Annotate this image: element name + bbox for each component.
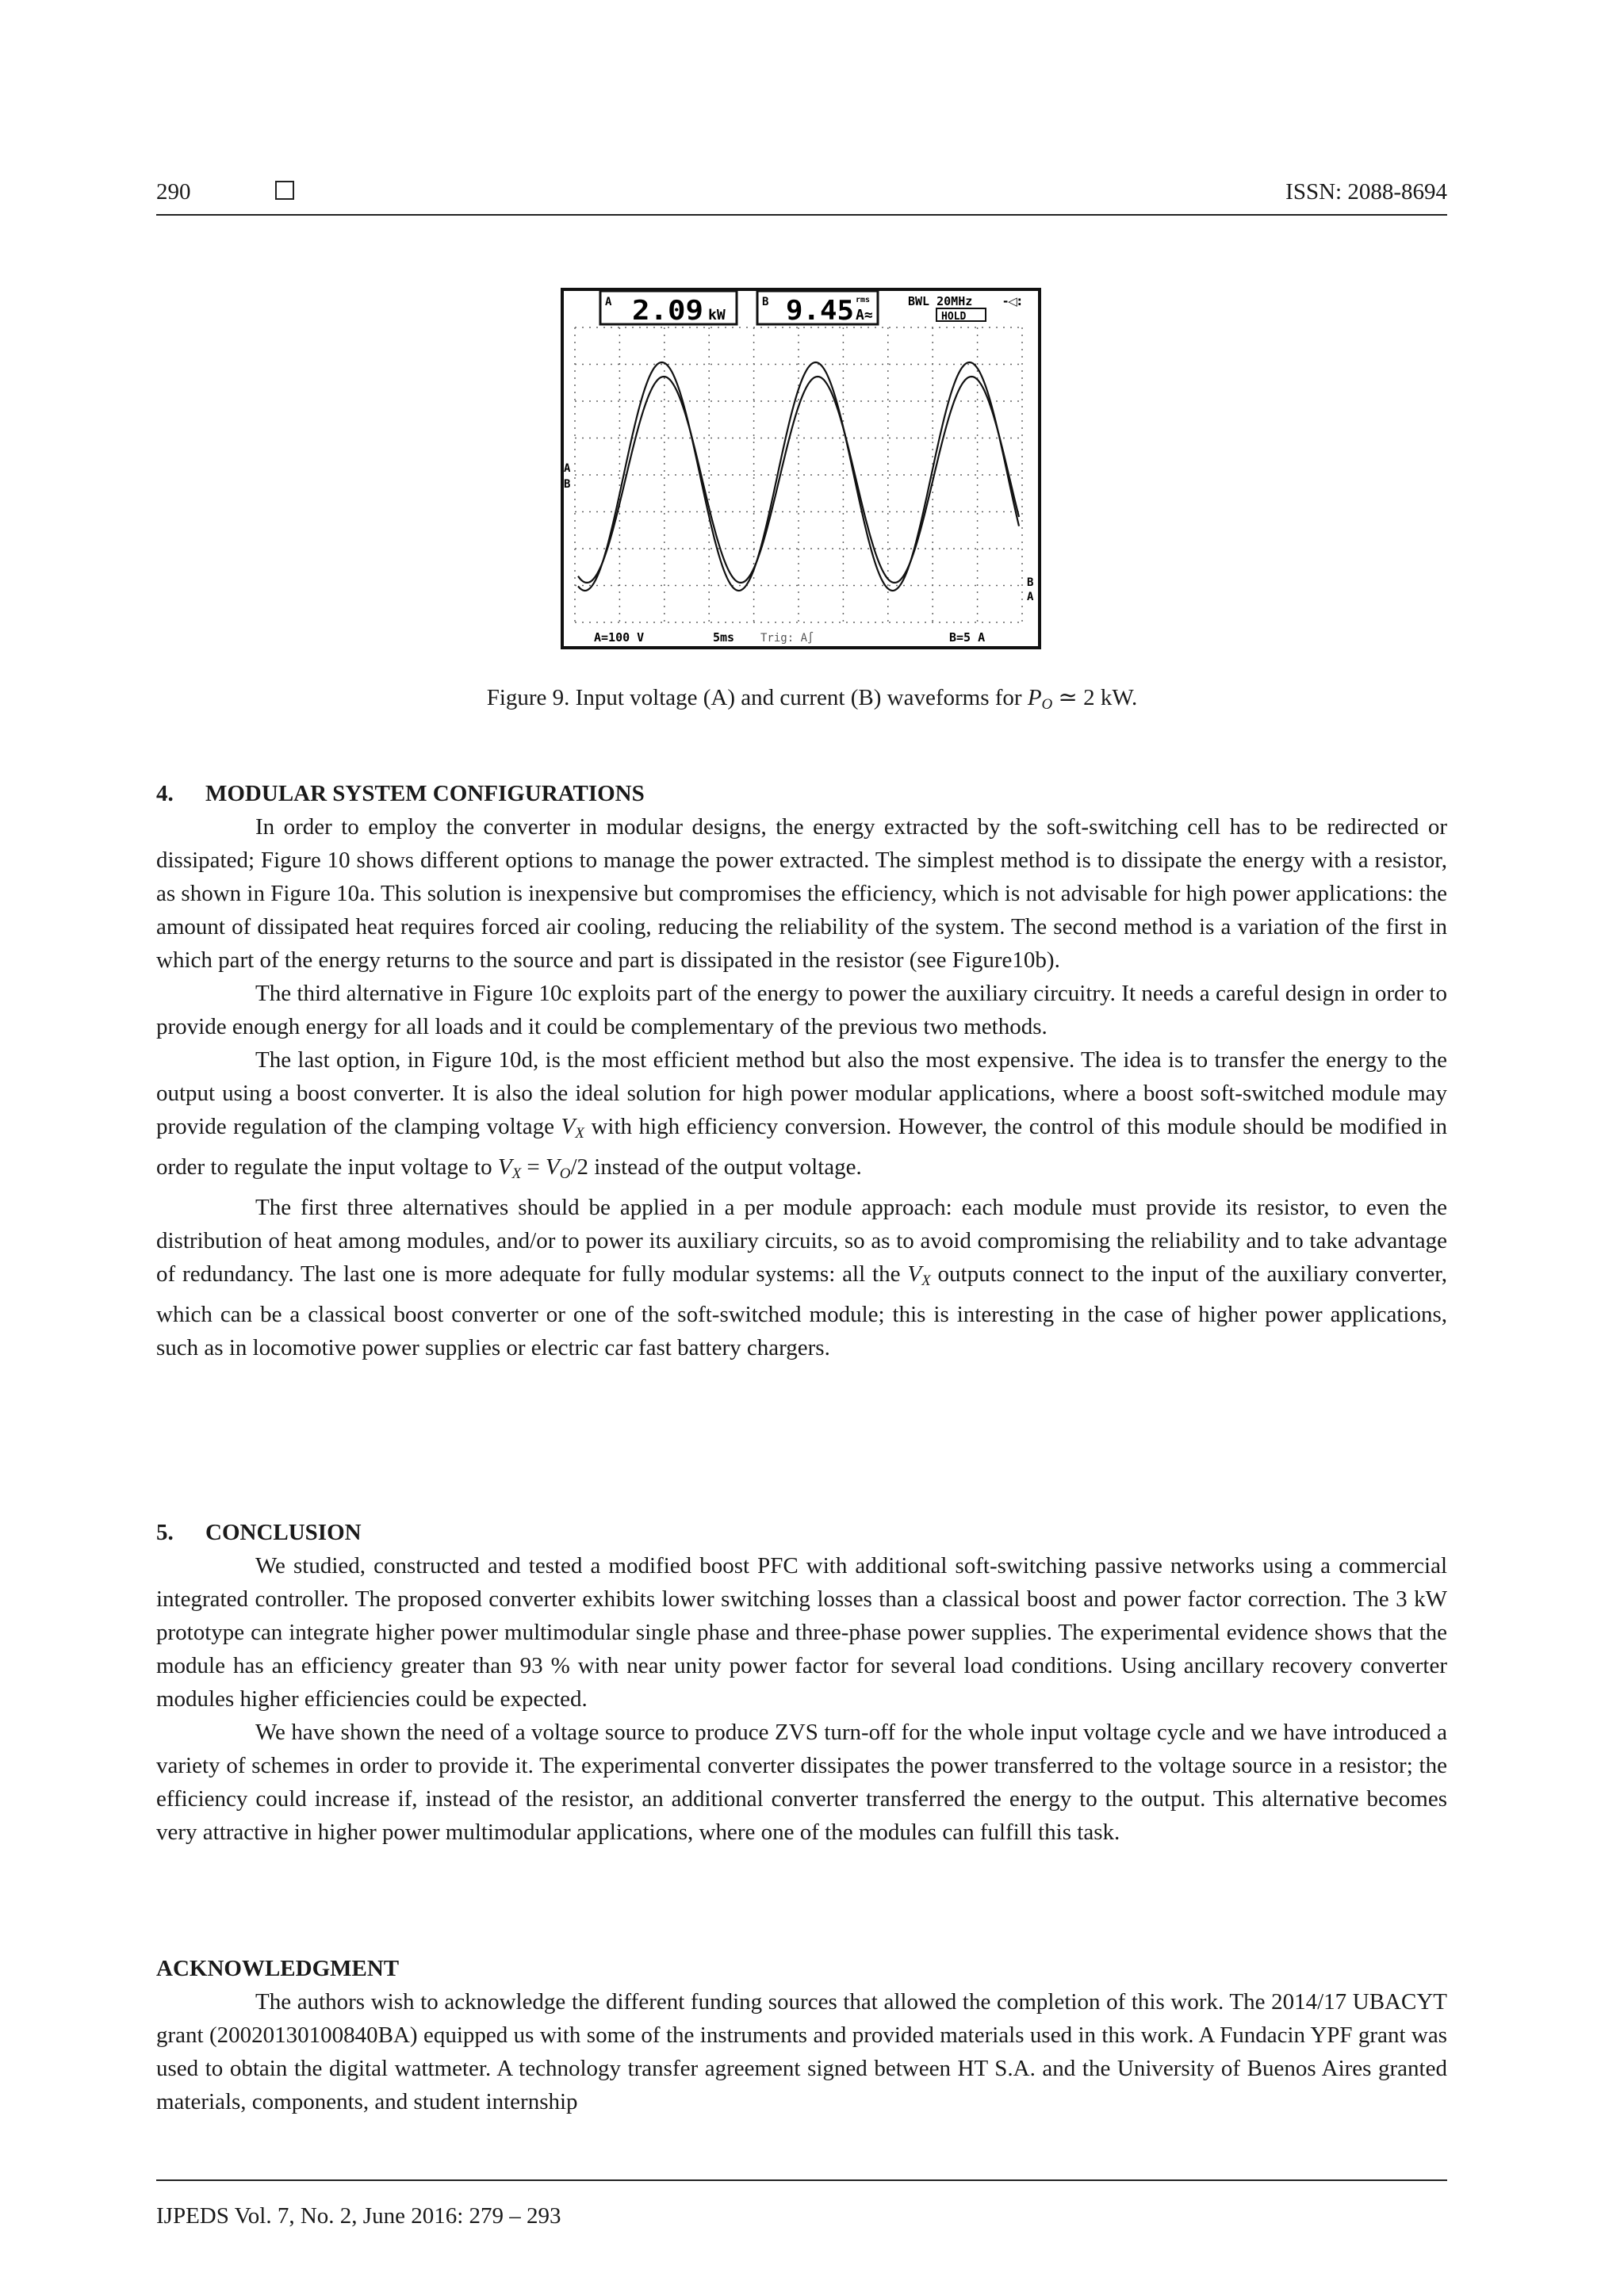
paragraph-text: The first three alternatives should be applied in a per module approach: each module must provide its resistor, to even the distribution of heat among modules, and/or to power its auxiliary circuits, so as to avoid compromising the reliability and to take advantage of redundancy. The last one is more adequate for fully modular systems: all the bbox=[156, 1195, 1447, 1287]
footer-trigger: Trig: A∫ bbox=[760, 632, 814, 645]
section-title: MODULAR SYSTEM CONFIGURATIONS bbox=[205, 781, 645, 806]
math-v: V bbox=[561, 1114, 576, 1139]
ch-b-unit: A≈ bbox=[856, 307, 873, 323]
paragraph: The third alternative in Figure 10c exploits part of the energy to power the auxiliary circuitry. It needs a careful design in order to provide enough energy for all loads and it could be complementary of the previous two methods. bbox=[156, 981, 1447, 1039]
section-title: CONCLUSION bbox=[205, 1520, 362, 1545]
section-number: 5. bbox=[156, 1520, 174, 1545]
paragraph-text: The last option, in Figure 10d, is the most efficient method but also the most expensive. The idea is to transfer the energy to the output using a boost converter. It is also the ideal solution for high power modular applications, where a boost soft-switched module may provide regulation of the clamping voltage bbox=[156, 1047, 1447, 1139]
caption-prefix: Figure 9. Input voltage (A) and current (B) waveforms for bbox=[486, 685, 1028, 710]
square-icon bbox=[275, 181, 294, 200]
footer-a-scale: A=100 V bbox=[594, 630, 645, 645]
section-title: ACKNOWLEDGMENT bbox=[156, 1956, 400, 1981]
ch-a-unit: kW bbox=[708, 307, 726, 323]
efficiency-value: 93 % bbox=[519, 1653, 570, 1678]
paragraph bbox=[156, 1549, 1447, 1716]
section-acknowledgment bbox=[156, 1952, 1447, 2118]
caption-math-sub: O bbox=[1041, 696, 1053, 713]
left-marker-a: A bbox=[564, 462, 571, 475]
ch-b-rms: rms bbox=[856, 296, 871, 304]
screen-border bbox=[562, 289, 1040, 648]
caption-math bbox=[1027, 685, 1053, 713]
math-v: V bbox=[907, 1261, 922, 1287]
page-header bbox=[156, 176, 1447, 216]
page-number: 290 bbox=[156, 179, 191, 205]
paragraph-text: with high efficiency conversion. However, the control of this module should be modified in order to regulate the input voltage to bbox=[156, 1114, 1448, 1180]
ch-a-value: 2.09 bbox=[632, 295, 703, 327]
footer-timebase: 5ms bbox=[713, 630, 735, 645]
paragraph: In order to employ the converter in modular designs, the energy extracted by the soft-switching cell has to be redirected or dissipated; Figure 10 shows different options to manage the power extracted. The simplest method is to dissipate the energy with a resistor, as shown in Figure 10a. This solution is inexpensive but compromises the efficiency, which is not advisable for high power applications: the amount of dissipated heat requires forced air cooling, reducing the reliability of the system. The second method is a variation of the first in which part of the energy returns to the source and part is dissipated in the resistor (see Figure10b). bbox=[156, 814, 1448, 973]
page-footer bbox=[156, 2179, 1447, 2229]
paragraph-text: outputs connect to the input of the auxiliary converter, which can be a classical boost converter or one of the soft-switched module; this is interesting in the case of higher power applications, such as in locomotive power supplies or electric car fast battery chargers. bbox=[156, 1261, 1447, 1360]
ch-b-value: 9.45 bbox=[786, 295, 854, 327]
math-tail: /2 bbox=[570, 1154, 589, 1180]
math-v: V bbox=[497, 1154, 512, 1180]
caption-suffix: ≃ 2 kW. bbox=[1052, 685, 1138, 710]
caption-math-p: P bbox=[1027, 685, 1042, 710]
right-marker-a: A bbox=[1027, 591, 1034, 603]
math-sub: X bbox=[511, 1165, 522, 1182]
paragraph-text: instead of the output voltage. bbox=[588, 1154, 862, 1180]
section-heading bbox=[156, 1516, 1447, 1549]
math-sub: X bbox=[575, 1125, 584, 1142]
paragraph: We have shown the need of a voltage source to produce ZVS turn-off for the whole input voltage cycle and we have introduced a variety of schemes in order to provide it. The experimental converter dissipates the power transferred to the voltage source in a resistor; the efficiency could increase if, instead of the resistor, an additional converter transferred the energy to the output. This alternative becomes very attractive in higher power multimodular applications, where one of the modules can fulfill this task. bbox=[156, 1720, 1447, 1845]
bwl-label: BWL 20MHz bbox=[908, 294, 973, 308]
section-conclusion bbox=[156, 1516, 1447, 1849]
section-modular-system bbox=[156, 777, 1447, 1364]
hold-label: HOLD bbox=[941, 311, 967, 323]
paragraph-text: We studied, constructed and tested a modified boost PFC with additional soft-switching passive networks using a commercial integrated controller. The proposed converter exhibits lower switching losses than a classical boost and power factor correction. The 3 kW prototype can integrate higher power multimodular single phase and three-phase power supplies. The experimental evidence shows that the module has an efficiency greater than bbox=[156, 1553, 1447, 1678]
paragraph bbox=[156, 1191, 1447, 1364]
figure-caption bbox=[0, 683, 1624, 714]
math-sub: X bbox=[921, 1272, 931, 1289]
ch-a-label: A bbox=[605, 296, 612, 308]
math-sub: O bbox=[559, 1165, 571, 1182]
ch-b-label: B bbox=[762, 296, 769, 308]
oscilloscope-figure bbox=[561, 288, 1041, 649]
paragraph: The authors wish to acknowledge the different funding sources that allowed the completion of this work. The 2014/17 UBACYT grant (20020130100840BA) equipped us with some of the instruments and provided materials used in this work. A Fundacin YPF grant was used to obtain the digital wattmeter. A technology transfer agreement signed between HT S.A. and the University of Buenos Aires granted materials, components, and student internship bbox=[156, 1989, 1447, 2114]
right-marker-b: B bbox=[1027, 576, 1034, 589]
paragraph-text: with near unity power factor for several load conditions. Using ancillary recovery converter modules higher efficiencies could be expected. bbox=[156, 1653, 1447, 1712]
section-heading bbox=[156, 777, 1447, 810]
issn: ISSN: 2088-8694 bbox=[1285, 179, 1447, 205]
oscilloscope-screen bbox=[561, 288, 1041, 649]
paragraph: The last option, in Figure 10d, is the most efficient method but also the most expensive. The idea is to transfer the energy to the output using a boost converter. It is also the ideal solution for high power modular applications, where a boost soft-switched module may provide regulation of the clamping voltage $V_X$ with high efficiency conversion. However, the control of this module should be modified in order to regulate the input voltage to $V_X = V_O/2$ instead of the output voltage. bbox=[156, 1047, 1448, 1182]
trigger-icon: -◁: bbox=[1003, 294, 1022, 308]
footer-b-scale: B=5 A bbox=[949, 630, 986, 645]
section-number: 4. bbox=[156, 781, 174, 806]
math-v: V bbox=[546, 1154, 560, 1180]
journal-citation: IJPEDS Vol. 7, No. 2, June 2016: 279 – 293 bbox=[156, 2203, 561, 2229]
left-marker-b: B bbox=[564, 478, 571, 491]
